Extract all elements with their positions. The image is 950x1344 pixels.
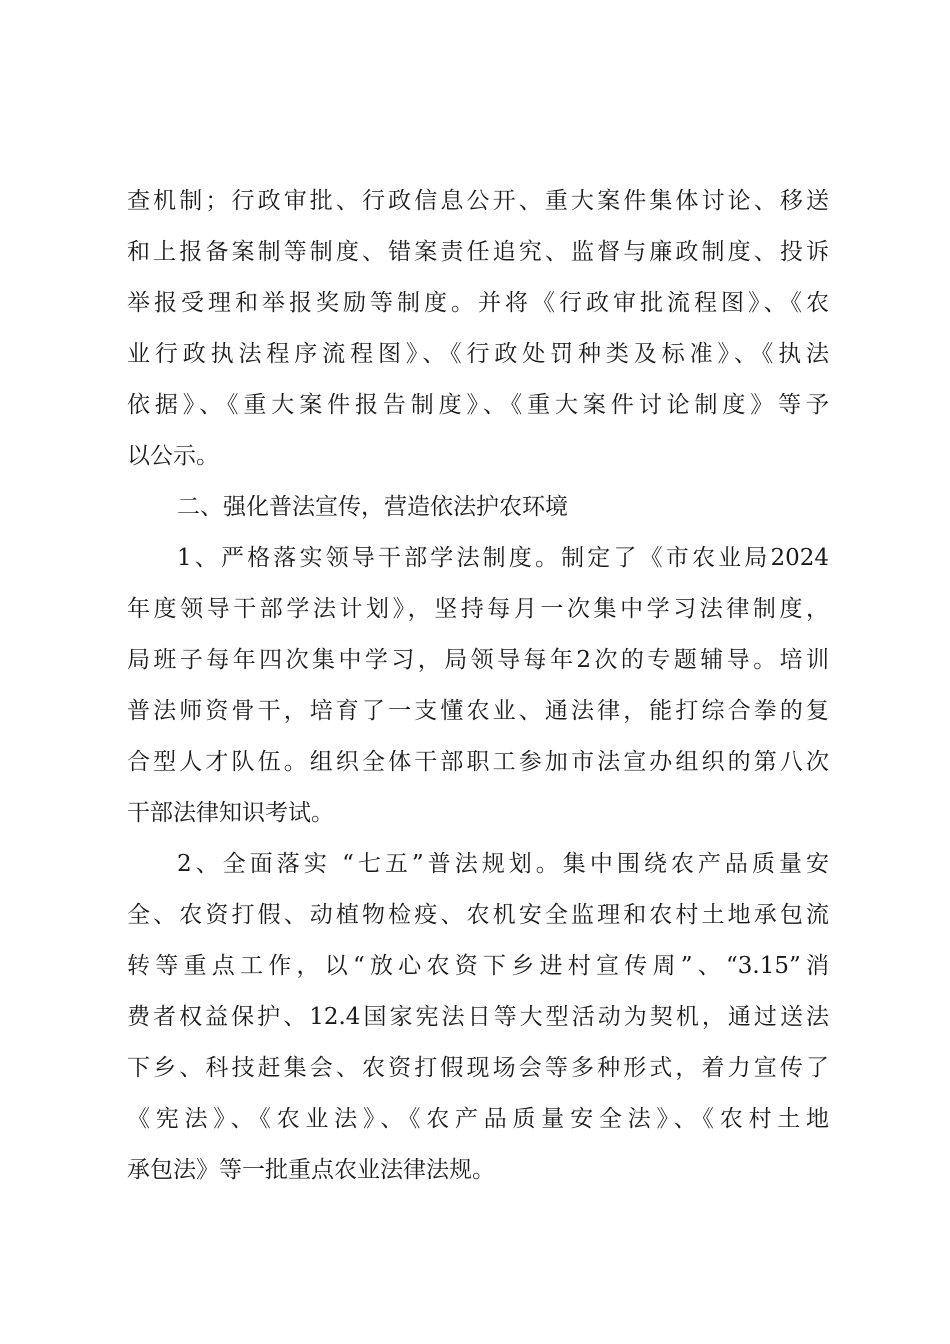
text-line: 举报受理和举报奖励等制度。并将《行政审批流程图》、《农: [127, 290, 829, 316]
text-line: 查机制；行政审批、行政信息公开、重大案件集体讨论、移送: [127, 188, 829, 214]
text-line: 以公示。: [127, 443, 219, 469]
text-line: 承包法》等一批重点农业法律法规。: [127, 1157, 495, 1183]
text-line: 业行政执法程序流程图》、《行政处罚种类及标准》、《执法: [127, 341, 829, 367]
text-line: 和上报备案制等制度、错案责任追究、监督与廉政制度、投诉: [127, 239, 829, 265]
text-line: 下乡、科技赶集会、农资打假现场会等多种形式，着力宣传了: [127, 1055, 829, 1081]
text-line: 依据》、《重大案件报告制度》、《重大案件讨论制度》等予: [127, 392, 829, 418]
text-line: 《宪法》、《农业法》、《农产品质量安全法》、《农村土地: [127, 1106, 829, 1132]
text-line: 全、农资打假、动植物检疫、农机安全监理和农村土地承包流: [127, 902, 829, 928]
text-line: 干部法律知识考试。: [127, 800, 334, 826]
text-line: 年度领导干部学法计划》，坚持每月一次集中学习法律制度，: [127, 596, 829, 622]
text-line: 合型人才队伍。组织全体干部职工参加市法宣办组织的第八次: [127, 749, 829, 775]
text-line: 2、全面落实 “七五”普法规划。集中围绕农产品质量安: [177, 851, 829, 877]
section-heading: 二、强化普法宣传，营造依法护农环境: [177, 494, 568, 520]
text-line: 普法师资骨干，培育了一支懂农业、通法律，能打综合拳的复: [127, 698, 829, 724]
text-line: 费者权益保护、12.4国家宪法日等大型活动为契机，通过送法: [127, 1004, 829, 1030]
text-line: 1、严格落实领导干部学法制度。制定了《市农业局2024: [177, 545, 829, 571]
text-line: 局班子每年四次集中学习，局领导每年2次的专题辅导。培训: [127, 647, 829, 673]
text-line: 转等重点工作，以“放心农资下乡进村宣传周”、“3.15”消: [127, 953, 829, 979]
